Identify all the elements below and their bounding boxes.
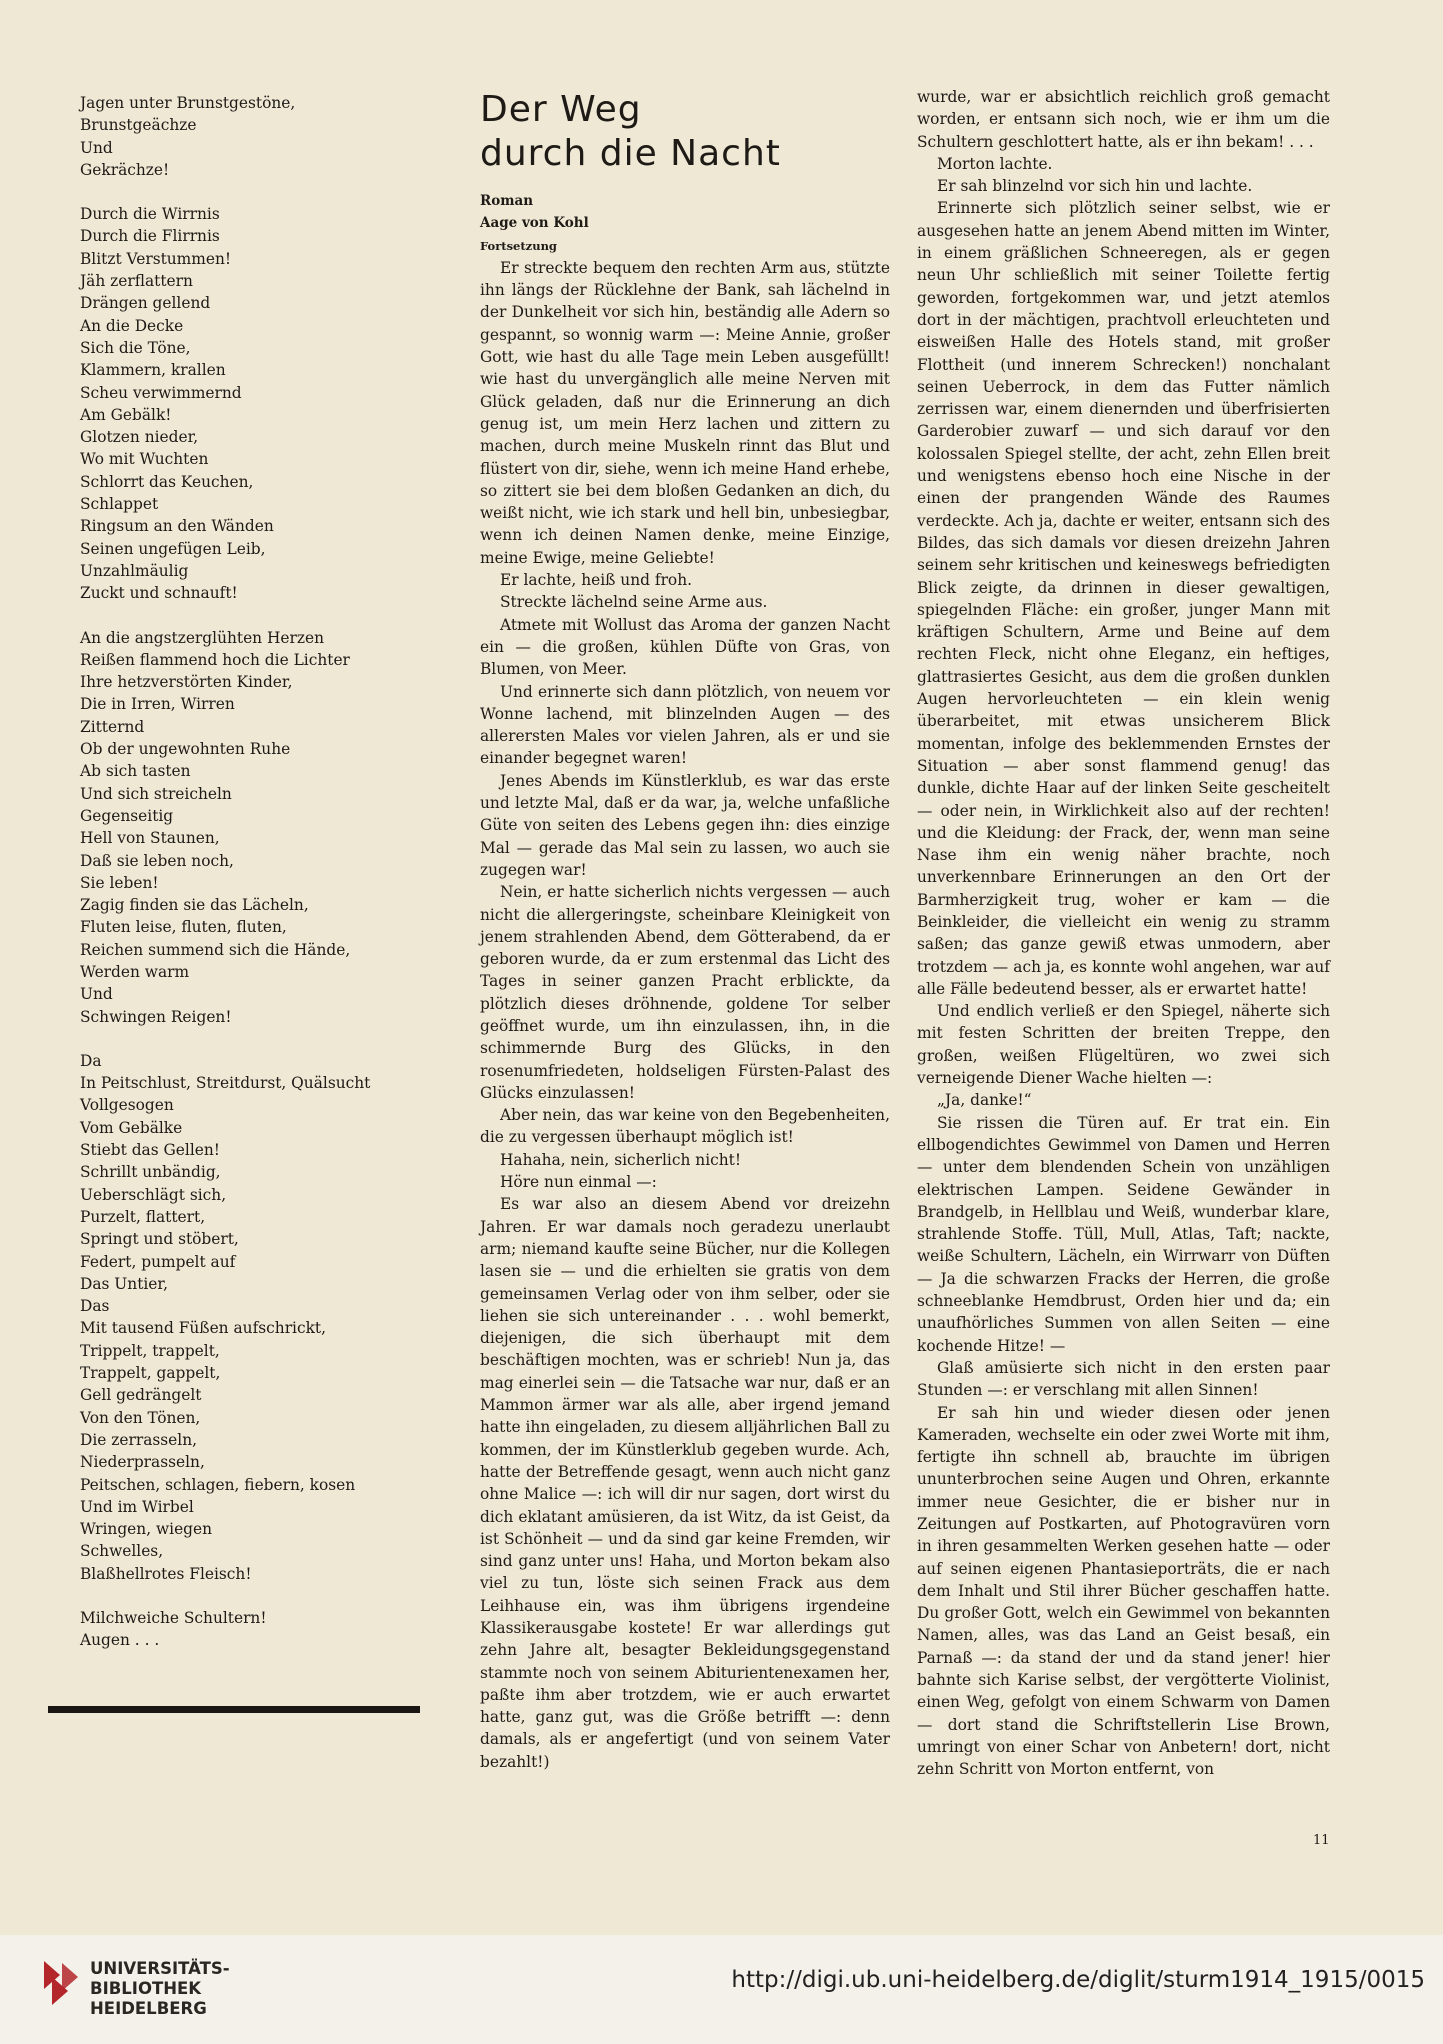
poem-line: Seinen ungefügen Leib, — [80, 539, 266, 558]
poem-line: Schwingen Reigen! — [80, 1007, 232, 1026]
library-logo-icon — [38, 1953, 84, 2017]
library-name — [90, 1959, 230, 2019]
poem-line: Und im Wirbel — [80, 1497, 194, 1516]
poem-line: Wo mit Wuchten — [80, 450, 209, 469]
article-paragraph: Höre nun einmal —: — [500, 1173, 657, 1192]
article-paragraph: Hahaha, nein, sicherlich nicht! — [500, 1150, 742, 1169]
poem-line: Trippelt, trappelt, — [80, 1341, 220, 1360]
poem-line: Hell von Staunen, — [80, 829, 220, 848]
poem-line: Von den Tönen, — [80, 1408, 201, 1427]
poem-line: Daß sie leben noch, — [80, 851, 234, 870]
article-body-middle — [480, 257, 890, 1773]
article-title-line-2: durch die Nacht — [480, 133, 781, 174]
poem-line: Gekrächze! — [80, 160, 170, 179]
poem-line: Jagen unter Brunstgestöne, — [80, 94, 296, 112]
poem-line: Purzelt, flattert, — [80, 1207, 206, 1226]
poem-line: Reißen flammend hoch die Lichter — [80, 650, 350, 669]
article-title — [480, 88, 890, 176]
poem-line: Schlappet — [80, 495, 159, 514]
poem-line: Ueberschlägt sich, — [80, 1185, 227, 1204]
page-number: 11 — [1313, 1833, 1330, 1848]
article-paragraph: Streckte lächelnd seine Arme aus. — [500, 593, 768, 612]
article-paragraph: Er streckte bequem den rechten Arm aus, stützte ihn längs der Rücklehne der Bank, sah lächelnd in der Dunkelheit vor sich hin, beständig alle Adern so gespannt, so wonnig warm —: Meine Annie, großer Gott, wie hast du alle Tage mein Leben ausgefüllt! wie hast du unvergänglich alle meine Nerven mit Glück geladen, daß nur die Erinnerung an dich genug ist, um mein Herz lachen und zittern zu machen, durch meine Muskeln rinnt das Blut und flüstert von dir, siehe, wenn ich meine Hand erhebe, so zittert sie bei dem bloßen Gedanken an dich, du weißt nicht, wie ich stark und hell bin, unbesiegbar, wenn ich deinen Namen denke, meine Einzige, meine Ewige, meine Geliebte! — [480, 258, 891, 567]
article-paragraph: Morton lachte. — [937, 154, 1053, 173]
library-name-line-2: BIBLIOTHEK — [90, 1979, 202, 1998]
poem-line: Werden warm — [80, 962, 190, 981]
poem-line: Schwelles, — [80, 1542, 164, 1561]
poem-line: Brunstgeächze — [80, 116, 197, 135]
continuation-label: Fortsetzung — [480, 238, 557, 253]
article-author: Aage von Kohl — [480, 215, 589, 232]
poem-line: Springt und stöbert, — [80, 1230, 239, 1249]
poem-line: Zagig finden sie das Lächeln, — [80, 896, 309, 915]
poem-line: Glotzen nieder, — [80, 428, 199, 447]
poem-line: Gell gedrängelt — [80, 1386, 202, 1405]
article-paragraph: Aber nein, das war keine von den Begebenheiten, die zu vergessen überhaupt möglich ist! — [480, 1106, 890, 1147]
poem-line: Ihre hetzverstörten Kinder, — [80, 673, 293, 692]
poem-line: An die Decke — [80, 316, 184, 335]
poem-line: Niederprasseln, — [80, 1453, 205, 1472]
poem-line: Da — [80, 1051, 102, 1070]
article-paragraph: Jenes Abends im Künstlerklub, es war das erste und letzte Mal, daß er da war, ja, welche unfaßliche Güte von seiten des Lebens gegen ihn: dies einzige Mal — gerade das Mal sein zu lassen, wo auch sie zugegen war! — [480, 771, 890, 879]
poem-line: Und — [80, 138, 113, 157]
poem-line: Vom Gebälke — [80, 1118, 183, 1137]
poem-line: Durch die Flirrnis — [80, 227, 220, 246]
poem-stanza — [80, 627, 420, 1028]
article-paragraph: Es war also an diesem Abend vor dreizehn Jahren. Er war damals noch geradezu unerlaubt arm; niemand kaufte seine Bücher, nur die Kollegen lasen sie — und die erhielten sie gratis von dem gemeinsamen Verlag oder von ihm selber, oder sie liehen sie sich untereinander . . . wohl bemerkt, diejenigen, die sich überhaupt mit dem beschäftigen mochten, was er schrieb! Nun ja, das mag einerlei sein — die Tatsache war nur, daß er an Mammon ärmer war als alle, aber irgend jemand hatte ihn eingeladen, zu diesem alljährlichen Ball zu kommen, der im Künstlerklub gegeben wurde. Ach, hatte der Betreffende gesagt, wenn auch nicht ganz ohne Malice —: ich will dir nur sagen, dort wirst du dich eklatant amüsieren, da ist Witz, da ist Geist, da ist Schönheit — und da sind gar keine Fremden, wir sind ganz unter uns! Haha, und Morton bekam also viel zu tun, löste sich seinen Frack aus dem Leihhause ein, was ihm übrigens irgendeine Klassikerausgabe kostete! Er war allerdings gut zehn Jahre alt, besagter Bekleidungsgegenstand stammte noch von seinem Abiturientenexamen her, paßte ihm aber trotzdem, wie er auch erwartet hatte, ganz gut, was die Größe betrifft —: denn damals, als er angefertigt (und von seinem Vater bezahlt!) — [480, 1195, 890, 1771]
poem-line: Schlorrt das Keuchen, — [80, 472, 254, 491]
poem-stanza — [80, 203, 420, 604]
article-paragraph: „Ja, danke!“ — [937, 1091, 1032, 1110]
poem-line: Fluten leise, fluten, fluten, — [80, 918, 287, 937]
poem-line: Scheu verwimmernd — [80, 383, 242, 402]
poem-line: Durch die Wirrnis — [80, 205, 220, 224]
poem-line: Stiebt das Gellen! — [80, 1141, 220, 1160]
source-url-link[interactable]: http://digi.ub.uni-heidelberg.de/diglit/sturm1914_1915/0015 — [731, 1967, 1425, 1993]
poem-line: Ab sich tasten — [80, 762, 191, 781]
poem-line: Und sich streicheln — [80, 784, 232, 803]
poem-line: Federt, pumpelt auf — [80, 1252, 236, 1271]
poem-line: Das — [80, 1297, 110, 1316]
poem-line: Die in Irren, Wirren — [80, 695, 235, 714]
poem-line: Wringen, wiegen — [80, 1520, 213, 1539]
article-paragraph: Atmete mit Wollust das Aroma der ganzen Nacht ein — die großen, kühlen Düfte von Gras, von Blumen, von Meer. — [480, 615, 890, 679]
poem-line: An die angstzerglühten Herzen — [80, 628, 325, 647]
poem-line: Klammern, krallen — [80, 361, 226, 380]
poem-line: Milchweiche Schultern! — [80, 1609, 267, 1627]
library-name-line-3: HEIDELBERG — [90, 1999, 207, 2018]
poem-line: Blaßhellrotes Fleisch! — [80, 1564, 252, 1583]
article-body-right — [917, 86, 1330, 1781]
poem-line: Vollgesogen — [80, 1096, 174, 1115]
article-title-line-1: Der Weg — [480, 89, 642, 130]
library-footer-bar — [0, 1935, 1443, 2044]
poem-line: Drängen gellend — [80, 294, 211, 313]
poem-line: Blitzt Verstummen! — [80, 249, 232, 268]
poem-line: Jäh zerflattern — [80, 272, 193, 291]
article-paragraph: Er sah hin und wieder diesen oder jenen Kameraden, wechselte ein oder zwei Worte mit ihm, fertigte ihn schnell ab, brauchte im übrigen ununterbrochen seine Augen und Ohren, erkannte immer neue Gesichter, die er bisher nur in Zeitungen auf Postkarten, auf Photogravüren vorn in ihren gesammelten Werken gesehen hatte — oder auf seinen eigenen Phantasieporträts, die er nach dem Inhalt und Stil ihrer Bücher geschaffen hatte. Du großer Gott, welch ein Gewimmel von bekannten Namen, alles, was das Land an Geist besaß, ein Parnaß —: da stand der und da stand jener! hier bahnte sich Karise selbst, der vergötterte Violinist, einen Weg, gefolgt von einem Schwarm von Damen — dort stand die Schriftstellerin Lise Brown, umringt von einer Schar von Anbetern! dort, nicht zehn Schritt von Morton entfernt, von — [917, 1403, 1330, 1779]
article-paragraph: Nein, er hatte sicherlich nichts vergessen — auch nicht die allergeringste, scheinbare Kleinigkeit von jenem strahlenden Abend, dem Götterabend, da er geboren wurde, da er zum erstenmal das Licht des Tages in seiner ganzen Pracht erblickte, da plötzlich dieses dröhnende, goldene Tor selber geöffnet wurde, um ihn einzulassen, ihn, in die schimmernde Burg des Glücks, in den rosenumfriedeten, holdseligen Fürsten-Palast des Glücks einzulassen! — [480, 883, 890, 1102]
poem-line: Die zerrasseln, — [80, 1430, 198, 1449]
article-paragraph: Und endlich verließ er den Spiegel, näherte sich mit festen Schritten der breiten Treppe, den großen, weißen Flügeltüren, wo zwei sich verneigende Diener Wache hielten —: — [917, 1002, 1330, 1088]
article-paragraph: Glaß amüsierte sich nicht in den ersten paar Stunden —: er verschlang mit allen Sinnen! — [917, 1358, 1330, 1400]
poem-stanza — [80, 1050, 420, 1585]
article-paragraph: Er lachte, heiß und froh. — [500, 571, 692, 590]
poem-line: Schrillt unbändig, — [80, 1163, 221, 1182]
poem-line: Zitternd — [80, 717, 145, 736]
article-column-right — [917, 86, 1330, 1781]
poem-line: Am Gebälk! — [80, 405, 172, 424]
library-name-line-1: UNIVERSITÄTS- — [90, 1959, 230, 1978]
poem-column — [80, 92, 420, 1674]
poem-line: Unzahlmäulig — [80, 561, 189, 580]
article-paragraph: Er sah blinzelnd vor sich hin und lachte. — [937, 177, 1253, 196]
poem-line: Sich die Töne, — [80, 338, 191, 357]
poem-line: Und — [80, 985, 113, 1004]
poem-line: Sie leben! — [80, 873, 159, 892]
poem-line: Zuckt und schnauft! — [80, 584, 238, 603]
article-paragraph: wurde, war er absichtlich reichlich groß gemacht worden, er entsann sich noch, wie er ihm um die Schultern geschlottert hatte, als er ihn bekam! . . . — [917, 88, 1330, 151]
poem-stanza — [80, 92, 420, 181]
section-divider-rule — [48, 1706, 420, 1713]
poem-line: Ob der ungewohnten Ruhe — [80, 740, 291, 759]
article-paragraph: Und erinnerte sich dann plötzlich, von neuem vor Wonne lachend, mit blinzelnden Augen — des allerersten Males vor vielen Jahren, als er und sie einander begegnet waren! — [480, 682, 890, 768]
article-paragraph: Erinnerte sich plötzlich seiner selbst, wie er ausgesehen hatte an jenem Abend mitten im Winter, in einem gräßlichen Schneeregen, als er gegen neun Uhr schließlich mit seiner Toilette fertig geworden, fortgekommen war, und jetzt atemlos dort in der mächtigen, prachtvoll erleuchteten und eisweißen Halle des Hotels stand, mit großer Flottheit (und innerem Schrecken!) nonchalant seinen Ueberrock, in dem das Futter nämlich zerrissen war, einem dienernden und überfrisierten Garderobier zuwarf — und sich darauf vor den kolossalen Spiegel stellte, der acht, zehn Ellen breit und wenigstens ebenso hoch eine Nische in der einen der prangenden Wände des Raumes verdeckte. Ach ja, dachte er weiter, entsann sich des Bildes, das sich damals vor diesen dreizehn Jahren seinem sehr kritischen und keineswegs befriedigten Blick zeigte, da drinnen in dieser gewaltigen, spiegelnden Fläche: ein großer, junger Mann mit kräftigen Schultern, Arme und Beine auf dem rechten Fleck, nicht ohne Eleganz, ein heftiges, glattrasiertes Gesicht, aus dem die großen dunklen Augen hervorleuchteten — ein klein wenig überarbeitet, mit etwas unsicherem Blick momentan, infolge des beklemmenden Ernstes der Situation — aber sonst flammend genug! das dunkle, dichte Haar auf der linken Seite gescheitelt — oder nein, in Wirklichkeit also auf der rechten! und die Kleidung: der Frack, der, wenn man seine Nase ihm ein wenig näher brachte, noch unverkennbare Erinnerungen an den Ort der Barmherzigkeit trug, woher er kam — die Beinkleider, die vielleicht ein wenig zu stramm saßen; das ganze gewiß etwas unmodern, aber trotzdem — ach ja, es konnte wohl angehen, war auf alle Fälle bedeutend besser, als er erwartet hatte! — [917, 199, 1330, 998]
article-genre: Roman — [480, 193, 534, 209]
poem-line: Ringsum an den Wänden — [80, 517, 274, 536]
poem-line: Augen . . . — [80, 1631, 160, 1650]
article-column-middle — [480, 88, 890, 1773]
poem-line: Gegenseitig — [80, 806, 174, 825]
poem-stanza — [80, 1607, 420, 1652]
poem-line: Trappelt, gappelt, — [80, 1364, 221, 1383]
article-paragraph: Sie rissen die Türen auf. Er trat ein. Ein ellbogendichtes Gewimmel von Damen und Herren — unter dem blendenden Schein von unzähligen elektrischen Lampen. Seidene Gewänder in Brandgelb, in Hellblau und Weiß, wunderbar klare, strahlende Stoffe. Tüll, Mull, Atlas, Taft; nackte, weiße Schultern, Lächeln, ein Wirrwarr von Düften — Ja die schwarzen Fracks der Herren, die große schneeblanke Hemdbrust, Orden hier und da; ein unaufhörliches Summen von allen Seiten — eine kochende Hitze! — — [917, 1113, 1330, 1355]
poem-line: In Peitschlust, Streitdurst, Quälsucht — [80, 1074, 371, 1093]
poem-line: Das Untier, — [80, 1274, 168, 1293]
poem-line: Peitschen, schlagen, fiebern, kosen — [80, 1475, 356, 1494]
poem-line: Reichen summend sich die Hände, — [80, 940, 351, 959]
poem-line: Mit tausend Füßen aufschrickt, — [80, 1319, 326, 1338]
